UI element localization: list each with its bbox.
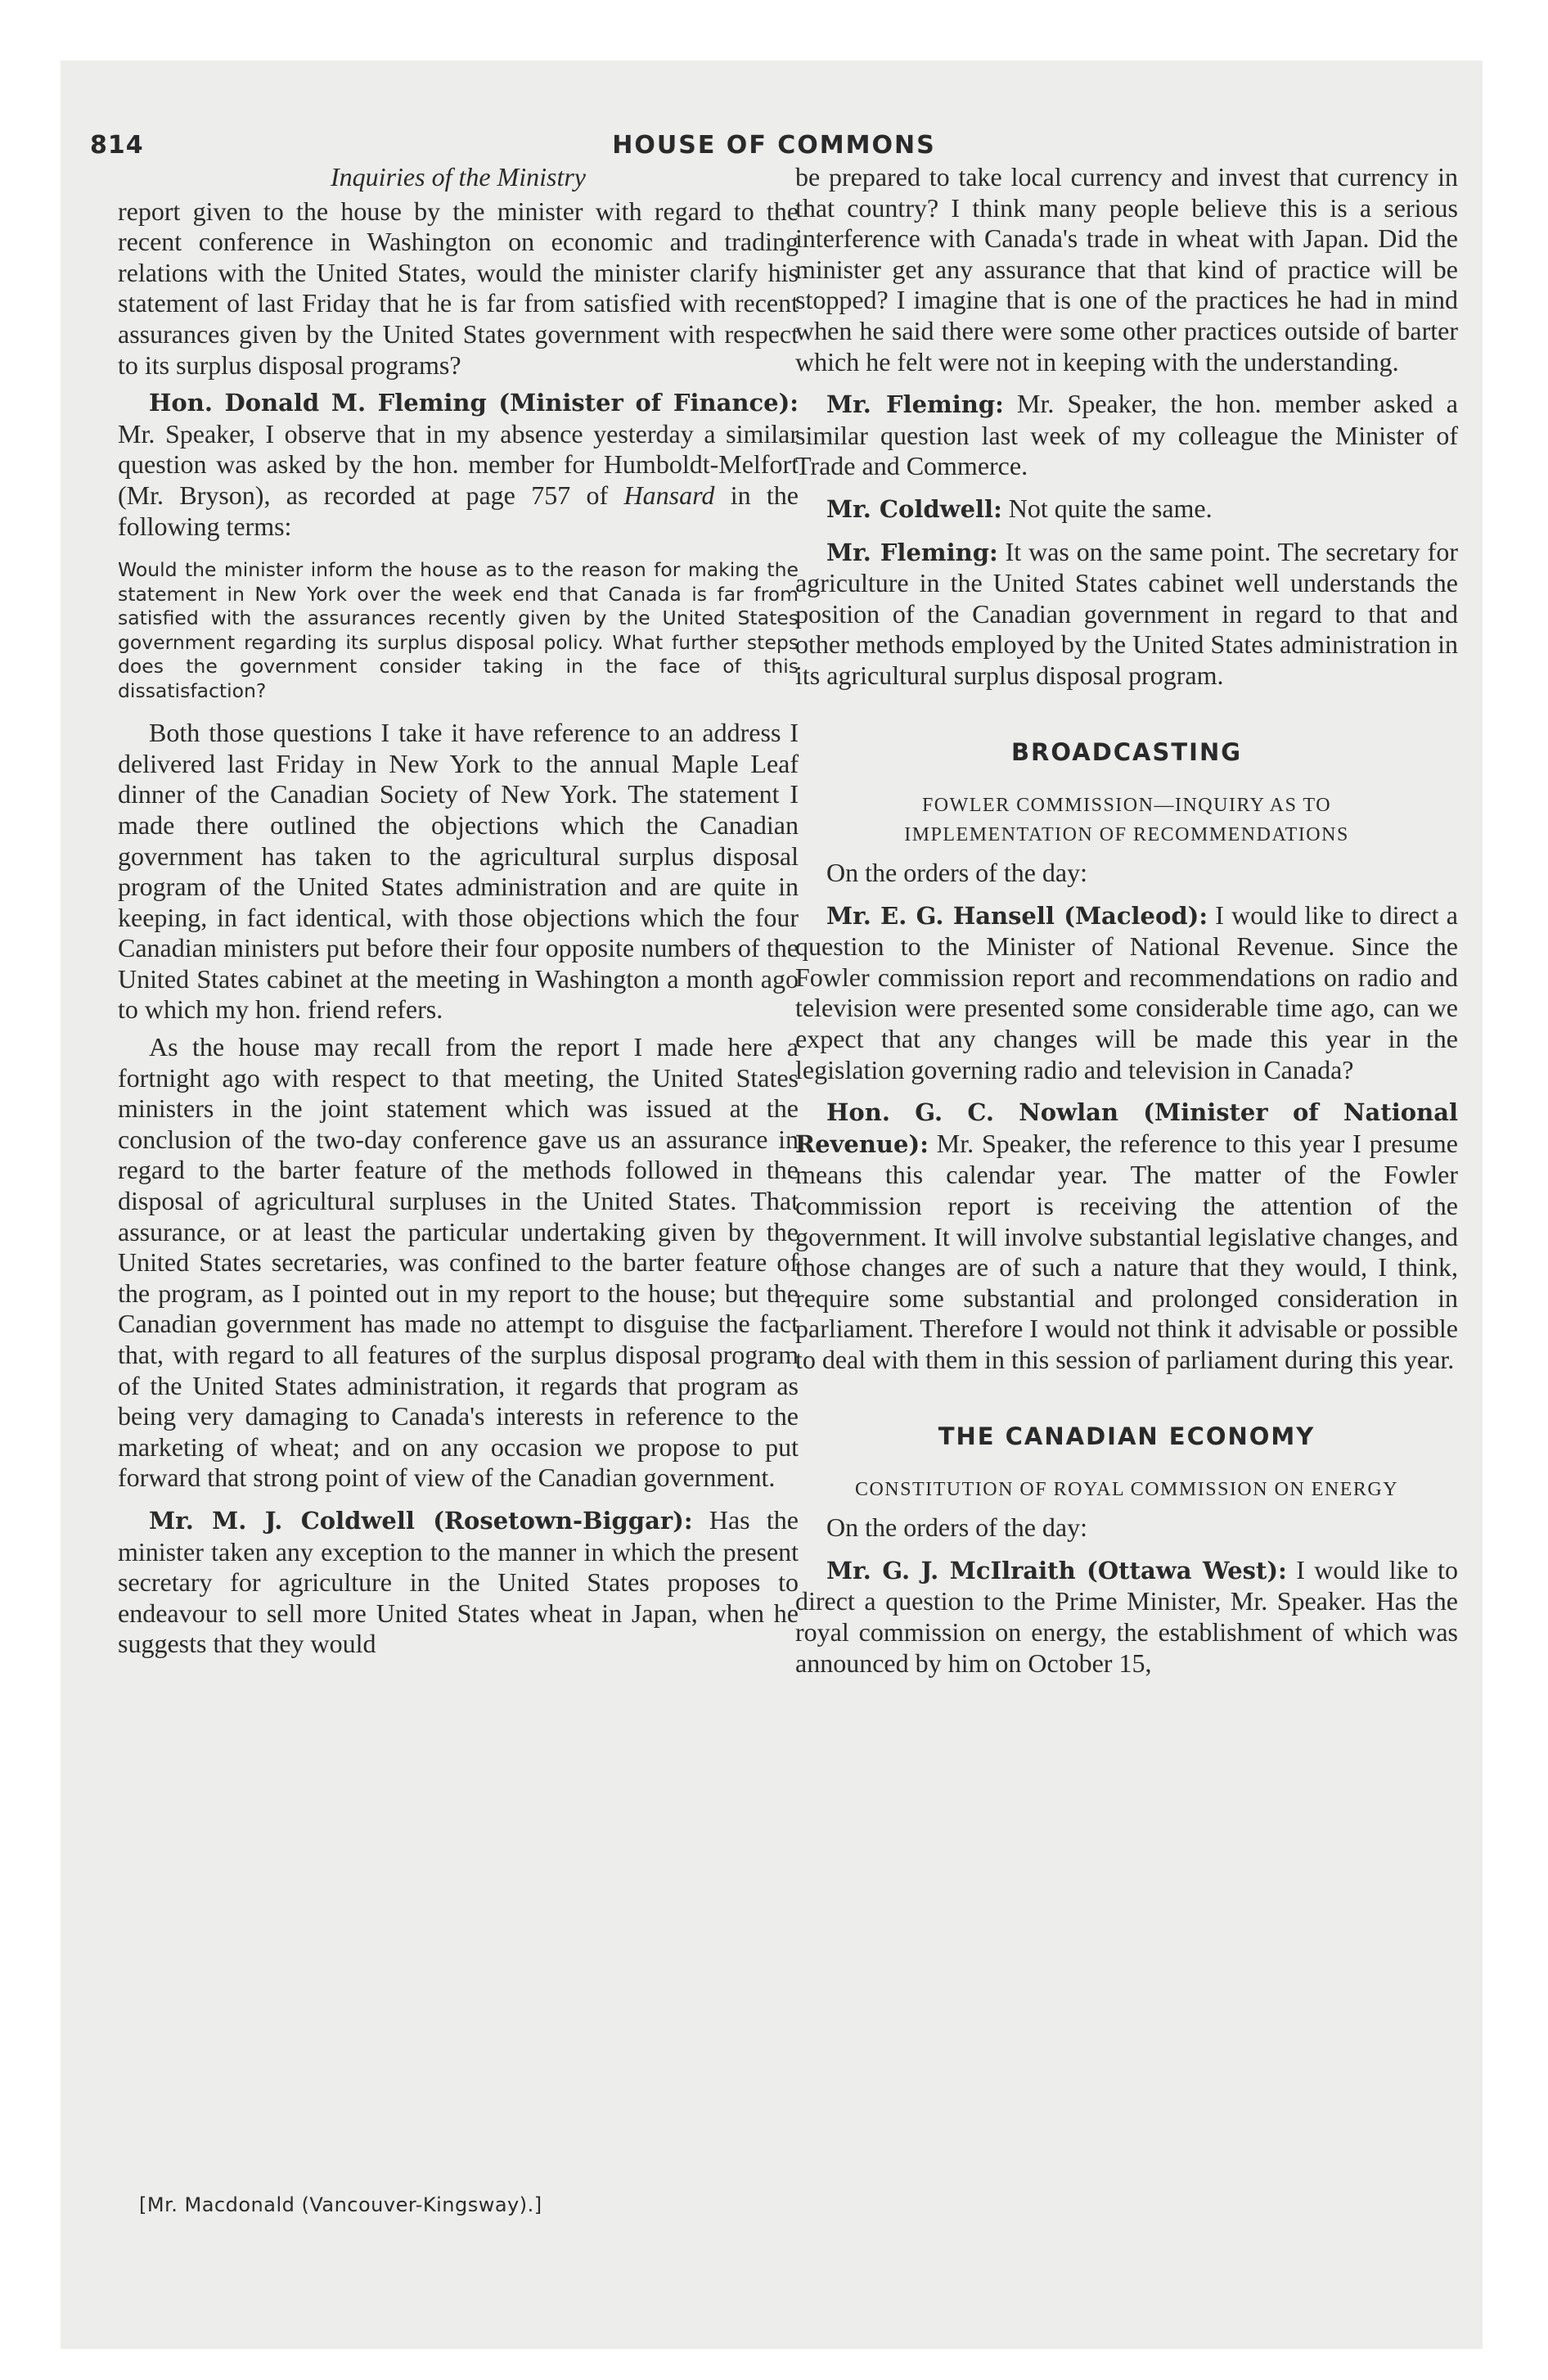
paragraph: Mr. Coldwell: Not quite the same. — [826, 493, 1213, 523]
subheading: FOWLER COMMISSION—INQUIRY AS TO IMPLEMENTATION OF RECOMMENDATIONS — [904, 795, 1349, 846]
section-subtitle: Inquiries of the Ministry — [331, 162, 586, 192]
speaker-name: Mr. Coldwell: — [826, 494, 1002, 523]
orders-of-the-day: On the orders of the day: — [826, 1512, 1088, 1543]
block-quote: Would the minister inform the house as to the reason for making the statement in New York over the week end that Canada is far from satisfied with the assurances recently given by the United States government regarding its surplus disposal policy. What further steps does the government consider taking in the face of this dissatisfaction? — [118, 558, 799, 702]
paragraph: Mr. E. G. Hansell (Macleod): I would like to direct a question to the Minister of National Revenue. Since the Fowler commission report and recommendations on radio and television were presented some considerable time ago, can we expect that any changes will be made this year in the legislation governing radio and television in Canada? — [795, 899, 1458, 1084]
hansard-title: Hansard — [623, 480, 715, 510]
speaker-name: Hon. G. C. Nowlan (Minister of National Revenue): — [795, 1098, 1458, 1158]
paragraph: be prepared to take local currency and invest that currency in that country? I think many people believe this is a serious interference with Canada's trade in wheat with Japan. Did the minister get any assurance that that kind of practice will be stopped? I imagine that is one of the practices he had in mind when he said there were some other practices outside of barter which he felt were not in keeping with the understanding. — [795, 162, 1458, 376]
running-head: HOUSE OF COMMONS — [612, 131, 936, 160]
speaker-name: Hon. Donald M. Fleming (Minister of Finance): — [149, 389, 799, 417]
speaker-name: Mr. G. J. McIlraith (Ottawa West): — [826, 1556, 1287, 1584]
speaker-name: Mr. Fleming: — [826, 538, 998, 566]
page-number: 814 — [90, 131, 144, 160]
paragraph: Hon. Donald M. Fleming (Minister of Finance): Mr. Speaker, I observe that in my absence yesterday a similar question was asked by the hon. member for Humboldt-Melfort (Mr. Bryson), as recorded at page 757 of Hansard in the following terms: — [118, 389, 799, 541]
paragraph: Mr. G. J. McIlraith (Ottawa West): I would like to direct a question to the Prime Minister, Mr. Speaker. Has the royal commission on energy, the establishment of which was announced by him on October 15, — [795, 1554, 1459, 1678]
page-footer: [Mr. Macdonald (Vancouver-Kingsway).] — [139, 2193, 542, 2216]
section-heading-economy: THE CANADIAN ECONOMY — [938, 1422, 1316, 1450]
paragraph: Both those questions I take it have reference to an address I delivered last Friday in New York to the annual Maple Leaf dinner of the Canadian Society of New York. The statement I made there outlined the objections which the Canadian government has taken to the agricultural surplus disposal program of the United States administration and are quite in keeping, in fact identical, with those objections which the four Canadian ministers put before their four opposite numbers of the United States cabinet at the meeting in Washington a month ago to which my hon. friend refers. — [118, 718, 799, 1025]
paragraph: Hon. G. C. Nowlan (Minister of National Revenue): Mr. Speaker, the reference to this year I presume means this calendar year. The matter of the Fowler commission report is receiving the attention of the government. It will involve substantial legislative changes, and those changes are of such a nature that they would, I think, require some substantial and prolonged consideration in parliament. Therefore I would not think it advisable or possible to deal with them in this session of parliament during this year. — [795, 1098, 1458, 1374]
left-column — [118, 162, 799, 1666]
right-column — [795, 162, 1458, 1685]
speaker-name: Mr. Fleming: — [826, 390, 1004, 419]
paragraph: As the house may recall from the report I made here a fortnight ago with respect to that meeting, the United States ministers in the joint statement which was issued at the conclusion of the two-day conference gave us an assurance in regard to the barter feature of the methods followed in the disposal of agricultural surpluses in the United States. That assurance, or at least the particular undertaking given by the United States secretaries, was confined to the barter feature of the program, as I pointed out in my report to the house; but the Canadian government has made no attempt to disguise the fact that, with regard to all features of the surplus disposal program of the United States administration, it regards that program as being very damaging to Canada's interests in reference to the marketing of wheat; and on any occasion we propose to put forward that strong point of view of the Canadian government. — [118, 1032, 799, 1493]
paragraph: report given to the house by the minister with regard to the recent conference in Washington on economic and trading relations with the United States, would the minister clarify his statement of last Friday that he is far from satisfied with recent assurances given by the United States government with respect to its surplus disposal programs? — [118, 196, 799, 380]
subheading: CONSTITUTION OF ROYAL COMMISSION ON ENERGY — [854, 1479, 1399, 1501]
paragraph: Mr. Fleming: It was on the same point. The secretary for agriculture in the United States cabinet well understands the position of the Canadian government in regard to that and other methods employed by the United States administration in its agricultural surplus disposal program. — [795, 536, 1458, 690]
section-heading-broadcasting: BROADCASTING — [1010, 737, 1243, 766]
speaker-name: Mr. E. G. Hansell (Macleod): — [826, 901, 1208, 930]
paragraph: Mr. Fleming: Mr. Speaker, the hon. member asked a similar question last week of my colleague the Minister of Trade and Commerce. — [795, 389, 1458, 481]
orders-of-the-day: On the orders of the day: — [826, 858, 1088, 888]
paragraph: Mr. M. J. Coldwell (Rosetown-Biggar): Has the minister taken any exception to the manner in which the present secretary for agriculture in the United States proposes to endeavour to sell more United States wheat in Japan, when he suggests that they would — [118, 1504, 799, 1659]
speaker-name: Mr. M. J. Coldwell (Rosetown-Biggar): — [149, 1506, 693, 1535]
